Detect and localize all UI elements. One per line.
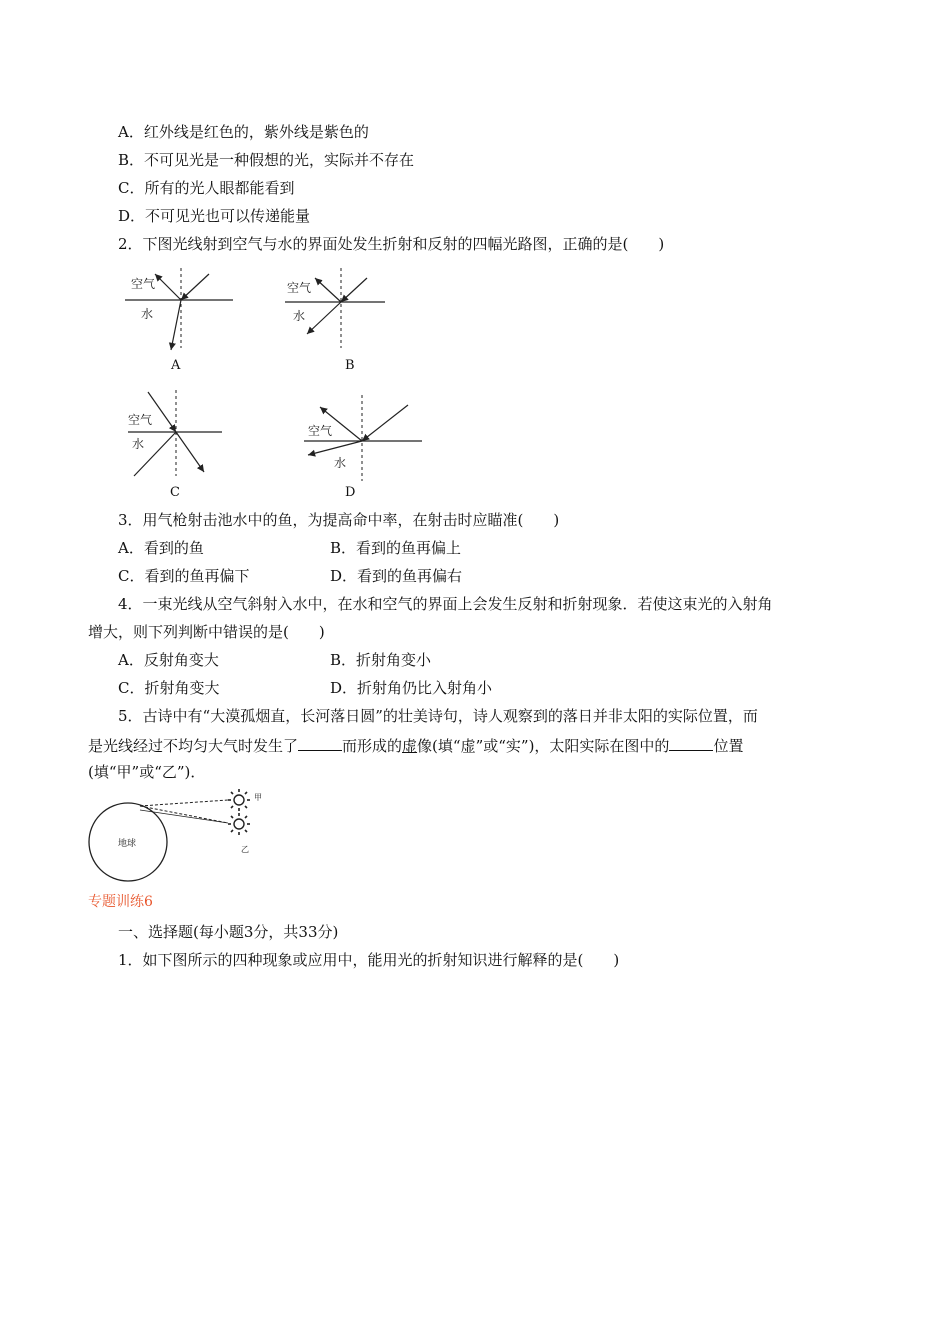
q2-c-water-label: 水: [132, 437, 145, 451]
earth-label: 地球: [118, 839, 137, 849]
q2-c-air-label: 空气: [128, 413, 153, 427]
sun-jia-label: 甲: [254, 793, 262, 802]
q2-b-water-label: 水: [293, 309, 306, 323]
q2-label-c: C: [170, 485, 180, 500]
q1-option-a: A．红外线是红色的，紫外线是紫色的: [118, 123, 369, 141]
q4-option-d: D．折射角仍比入射角小: [330, 679, 493, 697]
sun-yi-label: 乙: [241, 845, 249, 854]
q5-line3: (填“甲”或“乙”)．: [88, 763, 206, 781]
q2-diagram-d: [300, 395, 440, 495]
q1-option-d: D．不可见光也可以传递能量: [118, 207, 311, 225]
q2-stem: 2．下图光线射到空气与水的界面处发生折射和反射的四幅光路图，正确的是( ): [118, 235, 665, 253]
q3-option-b: B．看到的鱼再偏上: [330, 539, 462, 557]
q3-stem: 3．用气枪射击池水中的鱼，为提高命中率，在射击时应瞄准( ): [118, 511, 560, 529]
q5-text-3: 而形成的: [342, 737, 403, 755]
q2-diagram-c: [128, 390, 258, 490]
q1-option-b: B．不可见光是一种假想的光，实际并不存在: [118, 151, 415, 169]
q5-line2: [88, 734, 743, 756]
section-title: 专题训练6: [88, 894, 153, 910]
q5-text-5: 位置: [713, 737, 744, 755]
q2-a-water-label: 水: [141, 307, 154, 321]
q5-blank-1[interactable]: [298, 734, 342, 751]
q4-option-c: C．折射角变大: [118, 679, 220, 697]
q5-text-4: 像(填“虚”或“实”)，太阳实际在图中的: [417, 737, 670, 755]
q5-blank-2[interactable]: [669, 734, 713, 751]
q2-label-d: D: [345, 485, 356, 500]
q2-label-b: B: [345, 358, 355, 373]
q3-option-a: A．看到的鱼: [118, 539, 204, 557]
q2-d-water-label: 水: [334, 456, 347, 470]
q2-d-air-label: 空气: [308, 424, 333, 438]
q2-label-a: A: [171, 358, 181, 373]
q5-line1: 5．古诗中有“大漠孤烟直，长河落日圆”的壮美诗句，诗人观察到的落日并非太阳的实际位置，而: [118, 707, 758, 725]
section-q1-stem: 1．如下图所示的四种现象或应用中，能用光的折射知识进行解释的是( ): [118, 951, 620, 969]
q2-diagram-a: [125, 268, 255, 358]
section-heading: 一、选择题(每小题3分，共33分): [118, 923, 339, 941]
q4-stem-line1: 4．一束光线从空气斜射入水中，在水和空气的界面上会发生反射和折射现象．若使这束光的入射角: [118, 595, 773, 613]
q5-text-2: 是光线经过不均匀大气时发生了: [88, 737, 299, 755]
q3-option-d: D．看到的鱼再偏右: [330, 567, 463, 585]
sun-icon: [228, 813, 250, 835]
q4-option-a: A．反射角变大: [118, 651, 219, 669]
q1-option-c: C．所有的光人眼都能看到: [118, 179, 295, 197]
q2-a-air-label: 空气: [131, 277, 156, 291]
q4-stem-line2: 增大，则下列判断中错误的是( ): [88, 623, 325, 641]
q5-underlined-answer: 虚: [402, 737, 418, 755]
q5-sunset-diagram: [88, 788, 288, 888]
q3-option-c: C．看到的鱼再偏下: [118, 567, 250, 585]
sun-icon: [228, 789, 250, 811]
q4-option-b: B．折射角变小: [330, 651, 432, 669]
q2-diagram-b: [285, 268, 415, 358]
q2-b-air-label: 空气: [287, 281, 312, 295]
